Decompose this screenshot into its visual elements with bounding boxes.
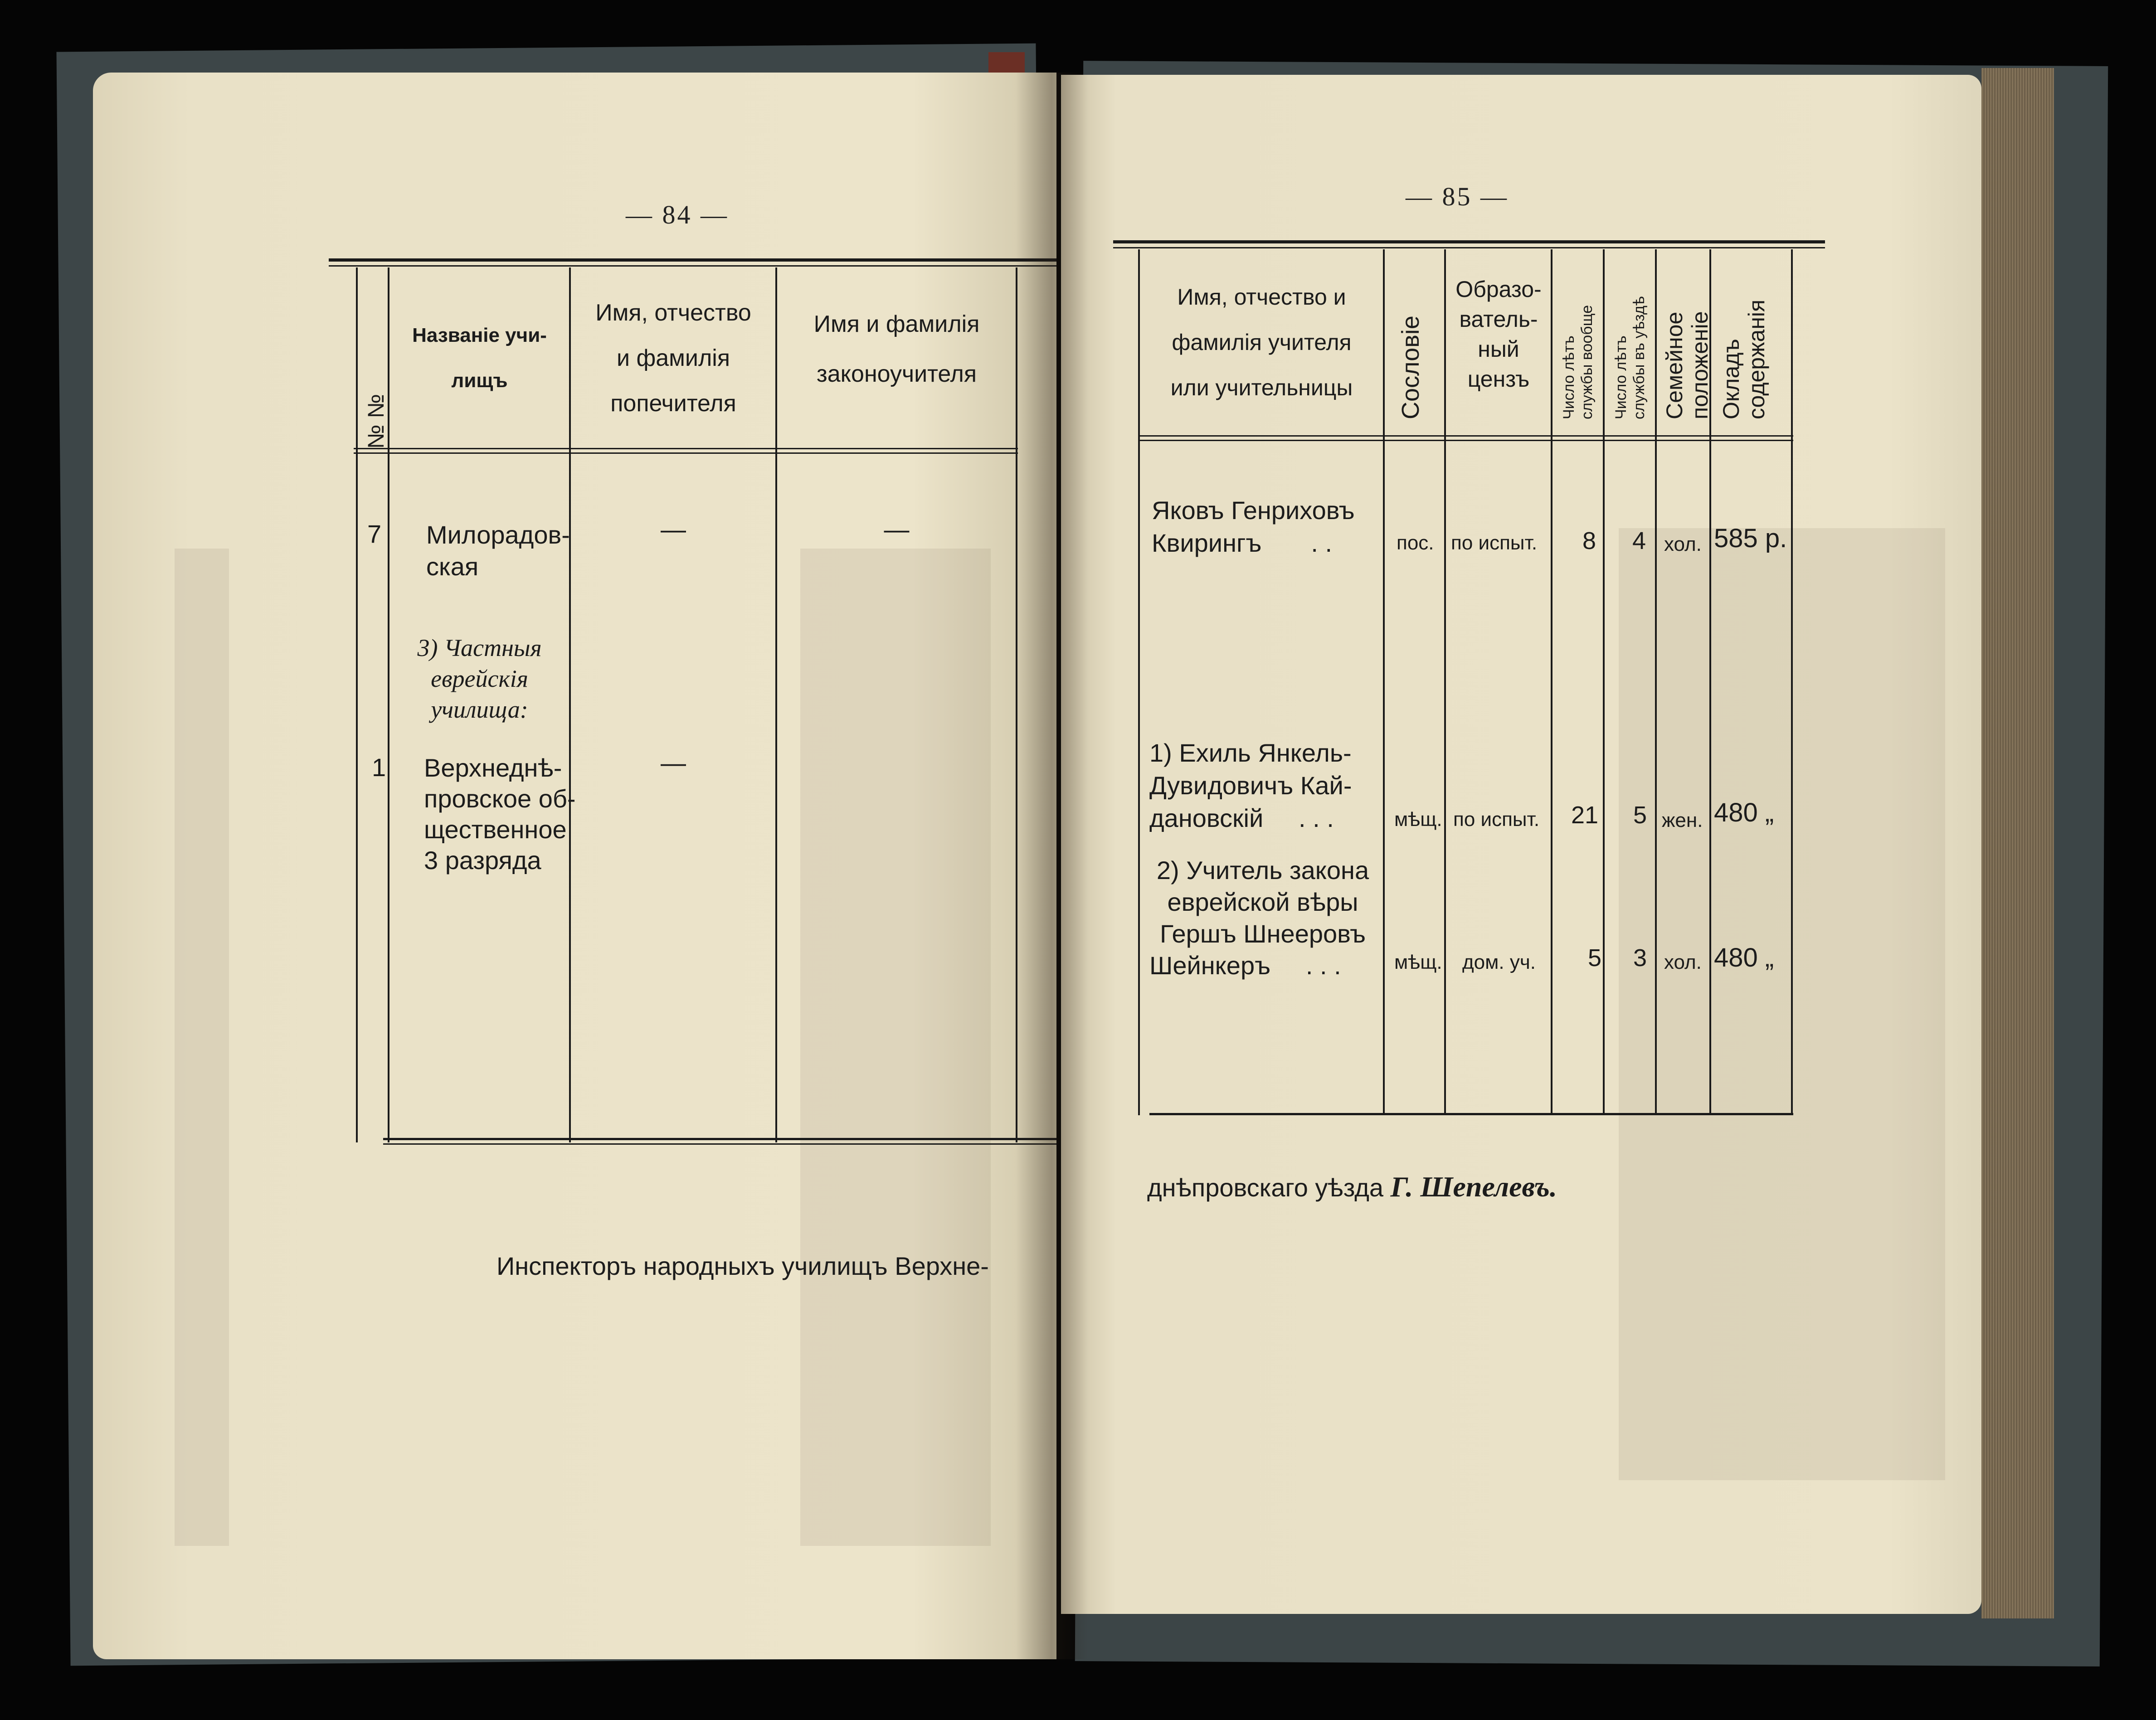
- page-number-84: — 84 —: [626, 200, 729, 229]
- row-number: 1: [372, 753, 386, 782]
- teacher-name: 2) Учитель закона еврейской вѣры Гершъ Шнееровъ Шейнкеръ . . .: [1149, 856, 1369, 980]
- years-district-cell: 3: [1633, 944, 1647, 972]
- family-cell: хол.: [1664, 951, 1702, 973]
- header-trustee: Имя, отчество и фамилія попечителя: [595, 300, 751, 417]
- teacher-name: Яковъ Генриховъ Квирингъ . .: [1152, 496, 1355, 557]
- estate-cell: мѣщ.: [1394, 808, 1442, 831]
- years-district-cell: 5: [1633, 802, 1647, 829]
- right-page: [1061, 75, 1981, 1614]
- header-years-total: Число лѣтъ службы вообще: [1560, 305, 1596, 419]
- family-cell: жен.: [1662, 809, 1703, 831]
- education-cell: дом. уч.: [1462, 951, 1536, 973]
- estate-cell: пос.: [1397, 532, 1434, 554]
- school-name: Верхнеднѣ- провское об- щественное 3 разряда: [424, 753, 576, 875]
- years-total-cell: 8: [1582, 527, 1596, 554]
- left-page: [93, 73, 1056, 1659]
- years-district-cell: 4: [1632, 527, 1646, 554]
- years-total-cell: 21: [1571, 802, 1599, 829]
- trustee-cell: —: [661, 748, 686, 777]
- header-priest: Имя и фамилія законоучителя: [813, 311, 980, 387]
- trustee-cell: —: [661, 515, 686, 544]
- header-estate: Сословіе: [1397, 316, 1424, 419]
- district-line: днѣпровскаго уѣзда Г. Шепелевъ.: [1147, 1171, 1557, 1203]
- page-edges: [1981, 68, 2054, 1618]
- header-years-district: Число лѣтъ службы въ уѣздѣ: [1612, 296, 1648, 419]
- gutter-shadow: [1016, 73, 1088, 1659]
- salary-cell: 480 „: [1714, 943, 1774, 972]
- education-cell: по испыт.: [1451, 532, 1538, 554]
- header-education: Образо- ватель- ный цензъ: [1455, 277, 1542, 392]
- header-family: Семейное положеніе: [1662, 311, 1713, 419]
- salary-cell: 585 р.: [1714, 524, 1787, 553]
- family-cell: хол.: [1664, 533, 1702, 555]
- years-total-cell: 5: [1588, 944, 1602, 972]
- teacher-name: 1) Ехиль Янкель- Дувидовичъ Кай- дановскій . . .: [1149, 739, 1352, 832]
- header-teacher: Имя, отчество и фамилія учителя или учительницы: [1170, 284, 1353, 400]
- header-salary: Окладъ содержанія: [1718, 299, 1769, 419]
- education-cell: по испыт.: [1453, 808, 1540, 831]
- salary-cell: 480 „: [1714, 798, 1774, 827]
- header-school: Названіе учи- лищъ: [412, 324, 547, 392]
- inspector-line: Инспекторъ народныхъ училищъ Верхне-: [496, 1252, 989, 1280]
- school-name: Милорадов- ская: [426, 520, 570, 581]
- row-number: 7: [367, 520, 382, 548]
- inspector-signature: Г. Шепелевъ.: [1390, 1171, 1557, 1203]
- section-heading: 3) Частныя еврейскія училища:: [417, 634, 542, 723]
- estate-cell: мѣщ.: [1394, 951, 1442, 973]
- header-number: № №: [363, 394, 389, 449]
- page-number-85: — 85 —: [1406, 182, 1509, 211]
- priest-cell: —: [884, 515, 910, 544]
